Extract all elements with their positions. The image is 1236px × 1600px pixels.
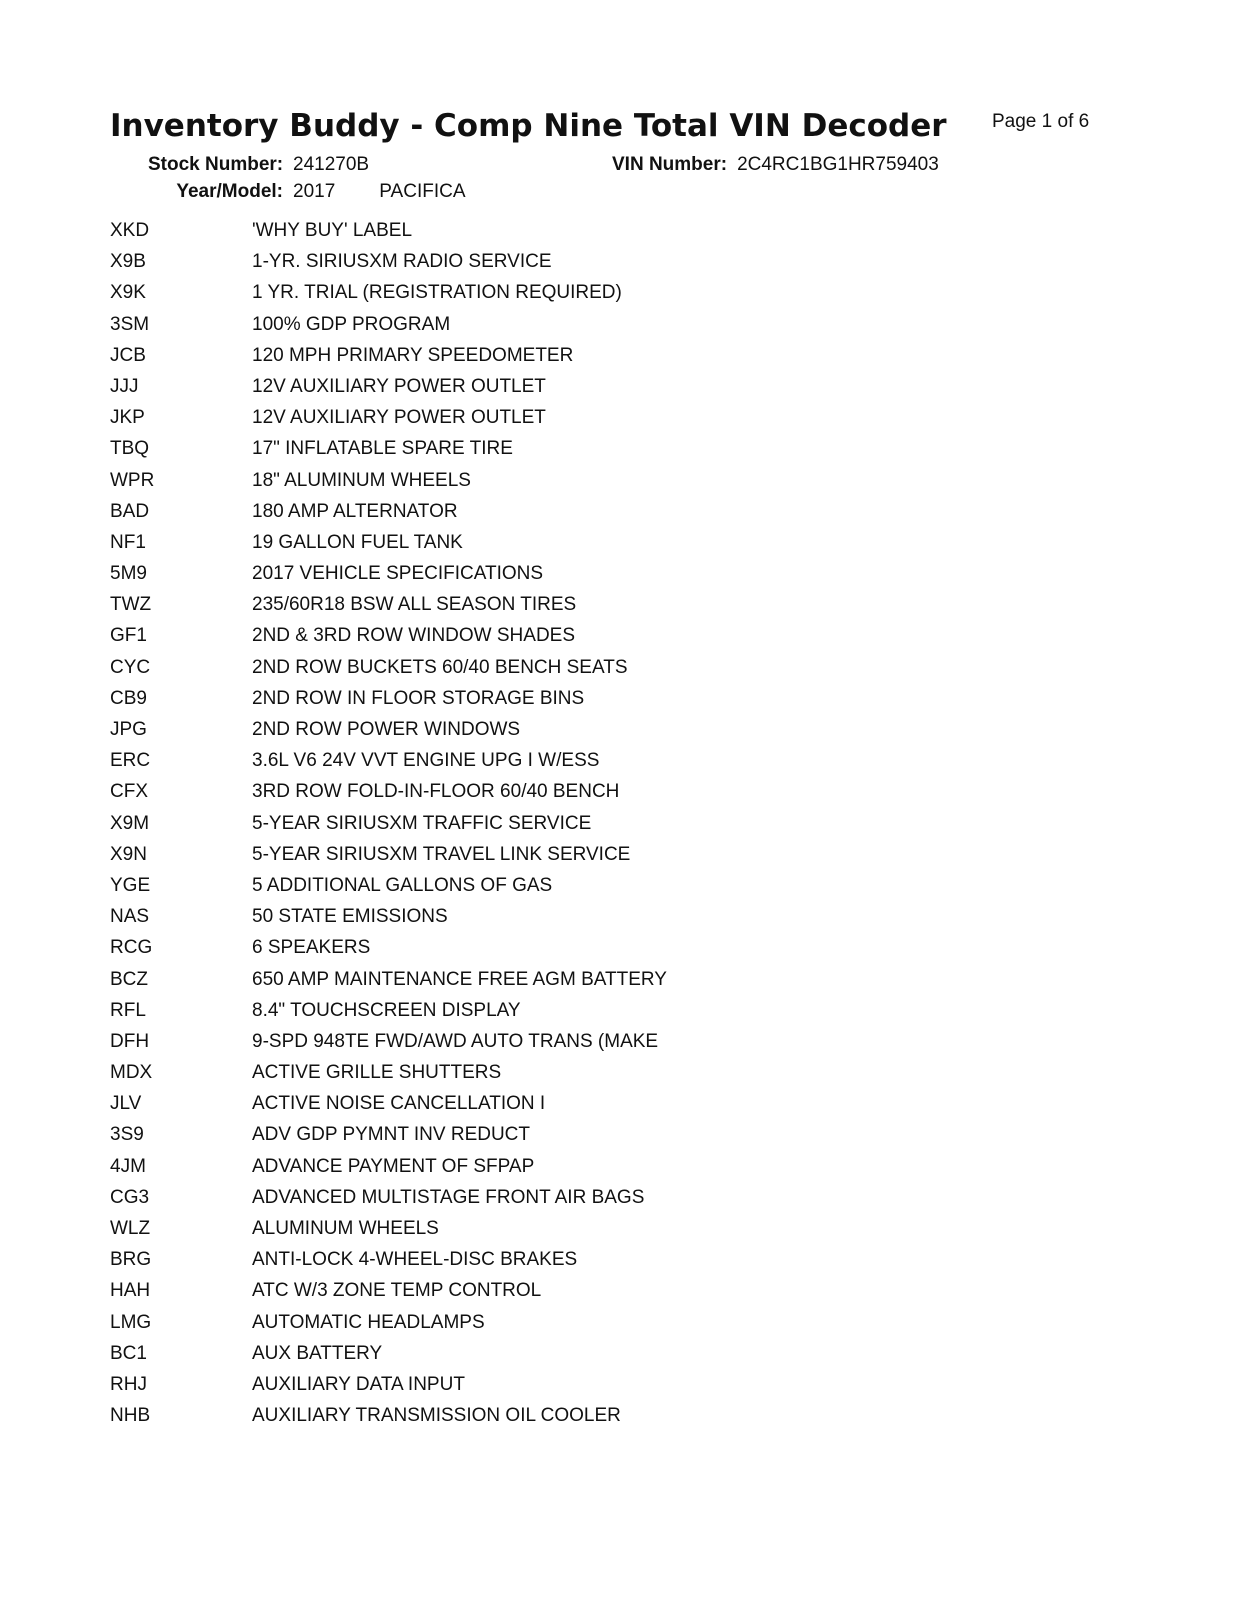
option-code: NHB xyxy=(110,1405,151,1427)
option-code: TBQ xyxy=(110,438,150,460)
option-row xyxy=(110,967,1010,998)
option-code: CB9 xyxy=(110,687,147,709)
option-description: ADV GDP PYMNT INV REDUCT xyxy=(252,1124,531,1146)
option-description: ATC W/3 ZONE TEMP CONTROL xyxy=(252,1280,542,1302)
option-description: 19 GALLON FUEL TANK xyxy=(252,531,463,553)
option-description: 50 STATE EMISSIONS xyxy=(252,906,448,928)
option-code: WPR xyxy=(110,469,155,491)
option-row xyxy=(110,1372,1010,1403)
option-code: JCB xyxy=(110,344,146,366)
option-code: GF1 xyxy=(110,625,147,647)
option-description: 6 SPEAKERS xyxy=(252,937,371,959)
option-row xyxy=(110,623,1010,654)
option-description: 12V AUXILIARY POWER OUTLET xyxy=(252,407,546,429)
option-row xyxy=(110,1247,1010,1278)
option-code: WLZ xyxy=(110,1218,151,1239)
option-row xyxy=(110,1091,1010,1122)
option-code-list xyxy=(110,218,1010,1434)
option-code: JJJ xyxy=(110,375,139,397)
option-code: YGE xyxy=(110,874,151,896)
option-row xyxy=(110,499,1010,530)
option-description: 1 YR. TRIAL (REGISTRATION REQUIRED) xyxy=(252,282,622,304)
option-code: RHJ xyxy=(110,1373,147,1395)
vin-number-value: 2C4RC1BG1HR759403 xyxy=(737,154,939,175)
option-description: AUTOMATIC HEADLAMPS xyxy=(252,1311,485,1333)
option-code: JPG xyxy=(110,719,147,740)
option-row xyxy=(110,468,1010,499)
option-row xyxy=(110,717,1010,748)
vin-number-label: VIN Number: xyxy=(612,154,728,175)
option-code: CFX xyxy=(110,781,148,803)
option-code: LMG xyxy=(110,1311,152,1333)
option-code: JKP xyxy=(110,407,145,429)
option-row xyxy=(110,561,1010,592)
year-value: 2017 xyxy=(293,181,336,202)
option-row xyxy=(110,1122,1010,1153)
option-row xyxy=(110,280,1010,311)
option-code: NAS xyxy=(110,906,150,928)
option-description: 650 AMP MAINTENANCE FREE AGM BATTERY xyxy=(252,968,667,990)
option-description: ADVANCE PAYMENT OF SFPAP xyxy=(252,1155,535,1177)
option-code: CG3 xyxy=(110,1186,150,1208)
stock-number-value: 241270B xyxy=(293,154,370,175)
option-description: ACTIVE GRILLE SHUTTERS xyxy=(252,1062,502,1084)
option-row xyxy=(110,842,1010,873)
option-code: DFH xyxy=(110,1030,150,1052)
option-code: HAH xyxy=(110,1280,151,1302)
option-description: 5-YEAR SIRIUSXM TRAVEL LINK SERVICE xyxy=(252,843,631,865)
option-description: 18" ALUMINUM WHEELS xyxy=(252,469,471,491)
option-code: X9M xyxy=(110,812,150,834)
stock-number-label: Stock Number: xyxy=(148,154,284,175)
option-row xyxy=(110,405,1010,436)
option-code: BRG xyxy=(110,1249,152,1271)
option-row xyxy=(110,343,1010,374)
page-number: Page 1 of 6 xyxy=(992,111,1090,132)
option-description: 2017 VEHICLE SPECIFICATIONS xyxy=(252,563,544,585)
option-description: 2ND ROW POWER WINDOWS xyxy=(252,719,521,740)
option-row xyxy=(110,1029,1010,1060)
option-code: X9N xyxy=(110,843,147,865)
option-code: 4JM xyxy=(110,1155,146,1177)
option-description: 5-YEAR SIRIUSXM TRAFFIC SERVICE xyxy=(252,812,592,834)
option-row xyxy=(110,811,1010,842)
option-description: 235/60R18 BSW ALL SEASON TIRES xyxy=(252,594,577,616)
option-code: RCG xyxy=(110,937,153,959)
option-code: JLV xyxy=(110,1093,142,1115)
option-row xyxy=(110,1154,1010,1185)
option-description: 'WHY BUY' LABEL xyxy=(252,220,413,241)
option-row xyxy=(110,686,1010,717)
stock-number-row xyxy=(148,154,369,176)
option-row xyxy=(110,873,1010,904)
option-row xyxy=(110,1310,1010,1341)
option-description: 2ND & 3RD ROW WINDOW SHADES xyxy=(252,625,576,647)
option-row xyxy=(110,374,1010,405)
option-description: 17" INFLATABLE SPARE TIRE xyxy=(252,438,513,460)
option-code: 5M9 xyxy=(110,563,147,585)
option-row xyxy=(110,1185,1010,1216)
option-code: CYC xyxy=(110,656,151,678)
option-code: TWZ xyxy=(110,594,152,616)
option-description: 120 MPH PRIMARY SPEEDOMETER xyxy=(252,344,574,366)
option-row xyxy=(110,1060,1010,1091)
option-description: 3RD ROW FOLD-IN-FLOOR 60/40 BENCH xyxy=(252,781,620,803)
option-row xyxy=(110,436,1010,467)
option-row xyxy=(110,218,1010,249)
option-description: 180 AMP ALTERNATOR xyxy=(252,500,458,522)
option-code: 3SM xyxy=(110,313,150,335)
option-description: 2ND ROW IN FLOOR STORAGE BINS xyxy=(252,687,585,709)
option-description: AUXILIARY DATA INPUT xyxy=(252,1373,465,1395)
option-description: 1-YR. SIRIUSXM RADIO SERVICE xyxy=(252,251,552,273)
option-code: NF1 xyxy=(110,531,146,553)
option-row xyxy=(110,592,1010,623)
option-description: 8.4" TOUCHSCREEN DISPLAY xyxy=(252,999,521,1021)
option-description: ACTIVE NOISE CANCELLATION I xyxy=(252,1093,546,1115)
option-code: X9B xyxy=(110,251,146,273)
option-description: 9-SPD 948TE FWD/AWD AUTO TRANS (MAKE xyxy=(252,1030,659,1052)
option-row xyxy=(110,1341,1010,1372)
option-row xyxy=(110,904,1010,935)
option-row xyxy=(110,530,1010,561)
document-title: Inventory Buddy - Comp Nine Total VIN Decoder xyxy=(110,108,947,144)
option-description: AUXILIARY TRANSMISSION OIL COOLER xyxy=(252,1405,621,1427)
option-code: ERC xyxy=(110,750,151,772)
option-description: ANTI-LOCK 4-WHEEL-DISC BRAKES xyxy=(252,1249,578,1271)
option-code: RFL xyxy=(110,999,146,1021)
option-row xyxy=(110,935,1010,966)
option-code: BC1 xyxy=(110,1342,147,1364)
option-code: BCZ xyxy=(110,968,148,990)
option-row xyxy=(110,312,1010,343)
option-description: 3.6L V6 24V VVT ENGINE UPG I W/ESS xyxy=(252,750,600,772)
model-value: PACIFICA xyxy=(379,181,466,202)
vin-number-row xyxy=(612,154,939,176)
option-description: ALUMINUM WHEELS xyxy=(252,1218,439,1239)
option-code: 3S9 xyxy=(110,1124,144,1146)
option-description: 100% GDP PROGRAM xyxy=(252,313,451,335)
option-row xyxy=(110,779,1010,810)
option-row xyxy=(110,1216,1010,1247)
option-row xyxy=(110,1403,1010,1434)
year-model-label: Year/Model: xyxy=(176,181,283,202)
option-description: 2ND ROW BUCKETS 60/40 BENCH SEATS xyxy=(252,656,628,678)
option-code: XKD xyxy=(110,220,150,241)
option-row xyxy=(110,998,1010,1029)
option-row xyxy=(110,748,1010,779)
option-description: AUX BATTERY xyxy=(252,1342,383,1364)
option-row xyxy=(110,249,1010,280)
option-description: 12V AUXILIARY POWER OUTLET xyxy=(252,375,546,397)
option-description: ADVANCED MULTISTAGE FRONT AIR BAGS xyxy=(252,1186,645,1208)
option-code: MDX xyxy=(110,1062,153,1084)
year-model-row xyxy=(148,181,466,203)
option-description: 5 ADDITIONAL GALLONS OF GAS xyxy=(252,874,553,896)
option-code: BAD xyxy=(110,500,150,522)
option-row xyxy=(110,1278,1010,1309)
option-row xyxy=(110,655,1010,686)
option-code: X9K xyxy=(110,282,146,304)
